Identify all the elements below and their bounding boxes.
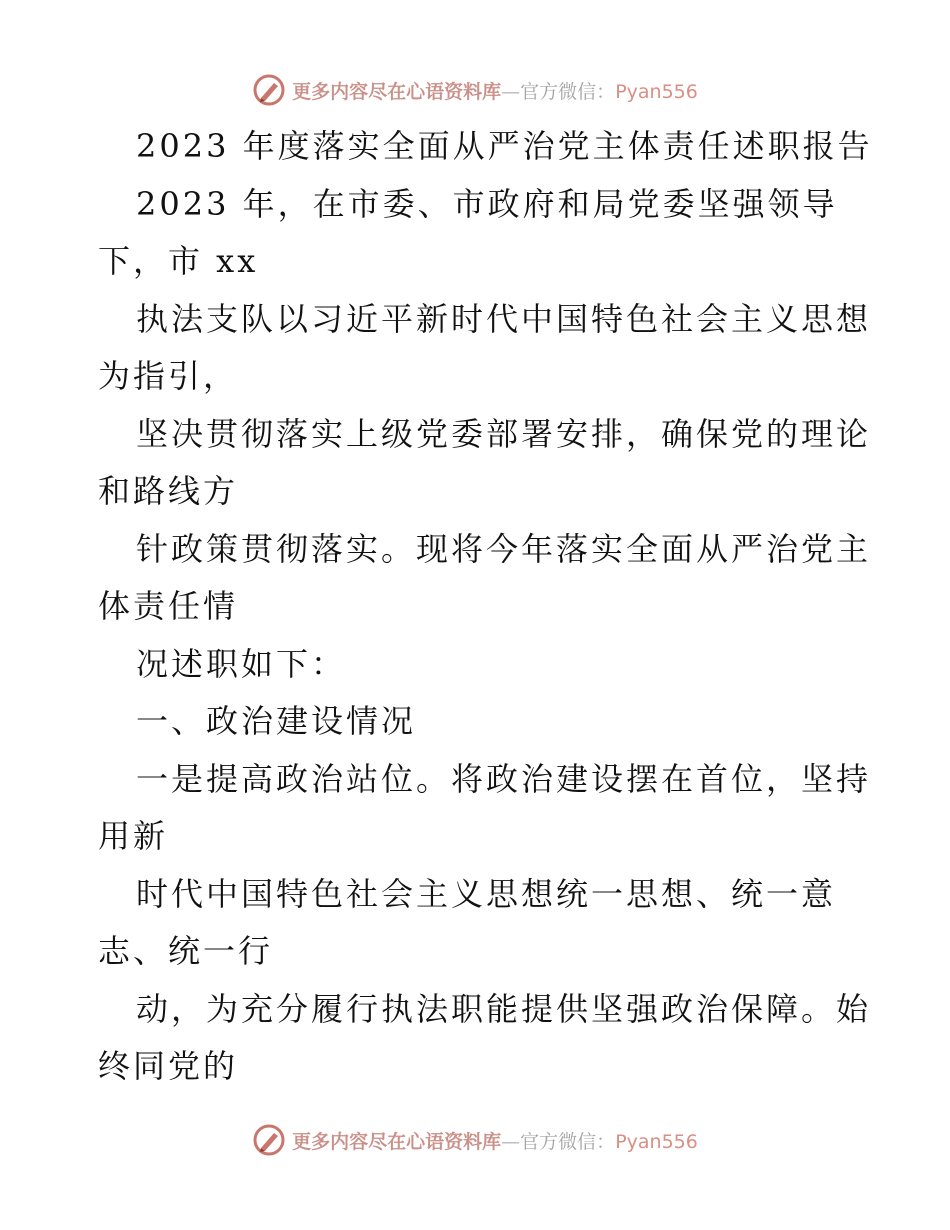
pen-logo-icon [252,1123,286,1157]
watermark-text [292,1127,698,1154]
paragraph-line: 下，市 xx [98,242,259,280]
paragraph-line: 况述职如下： [136,644,347,683]
watermark-wechat-label: 官方微信： [520,80,616,103]
paragraph-line: 时代中国特色社会主义思想统一思想、统一意 [136,874,837,913]
watermark-wechat-id: Pyan556 [615,80,698,103]
watermark-dash: — [501,1130,521,1153]
watermark-dash: — [501,80,521,103]
paragraph-line: 志、统一行 [98,932,274,970]
section-heading: 一、政治建设情况 [136,702,417,740]
paragraph-line: 终同党的 [98,1047,239,1085]
paragraph-line: 坚决贯彻落实上级党委部署安排，确保党的理论 [136,414,872,453]
paragraph-line: 用新 [98,817,169,855]
paragraph-line: 针政策贯彻落实。现将今年落实全面从严治党主 [136,529,872,568]
paragraph-line: 执法支队以习近平新时代中国特色社会主义思想 [136,299,872,338]
watermark-wechat-label: 官方微信： [520,1130,616,1153]
watermark-site: 更多内容尽在心语资料库 [292,1130,502,1153]
paragraph-line: 动，为充分履行执法职能提供坚强政治保障。始 [136,989,872,1028]
watermark-banner-bottom [0,1120,950,1160]
document-title: 2023 年度落实全面从严治党主体责任述职报告 [136,127,873,165]
watermark-text [292,77,698,104]
paragraph-line: 体责任情 [98,587,239,625]
paragraph-line: 为指引， [98,357,239,395]
watermark-banner-top [0,70,950,110]
pen-logo-icon [252,73,286,107]
watermark-site: 更多内容尽在心语资料库 [292,80,502,103]
paragraph-line: 一是提高政治站位。将政治建设摆在首位，坚持 [136,759,872,798]
paragraph-line: 和路线方 [98,472,239,510]
paragraph-line: 2023 年，在市委、市政府和局党委坚强领导 [136,184,838,223]
document-body [98,118,873,1096]
watermark-wechat-id: Pyan556 [615,1130,698,1153]
